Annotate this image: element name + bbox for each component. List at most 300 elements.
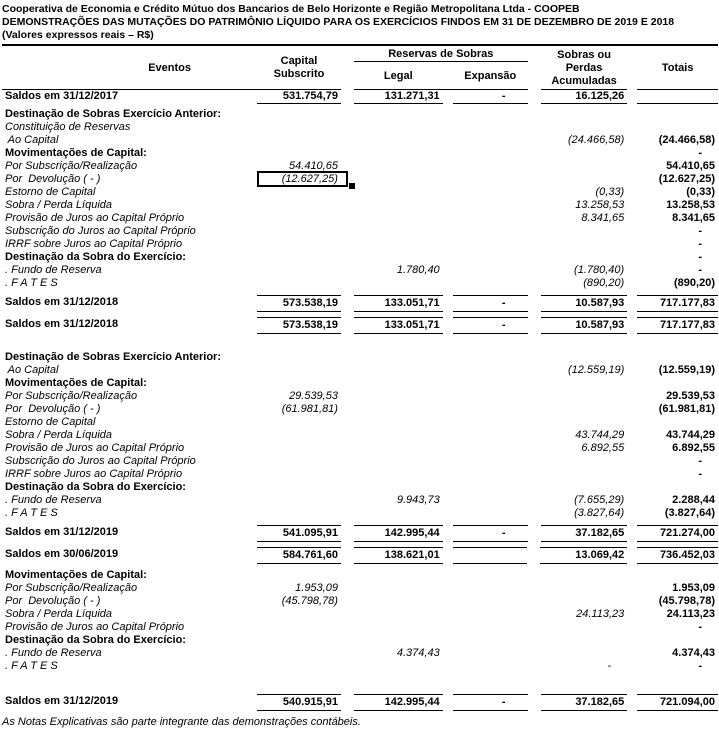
cell-reserva-legal [354, 595, 443, 608]
cell-reserva-expansao [453, 134, 528, 147]
row-label: Saldos em 31/12/2019 [5, 526, 119, 538]
statement-title: DEMONSTRAÇÕES DAS MUTAÇÕES DO PATRIMÔNIO LÍQUIDO PARA OS EXERCÍCIOS FINDOS EM 31 DE DEZEMBRO DE 2019 E 2018 [2, 16, 675, 28]
cell-sobras-perdas-acumuladas [540, 390, 627, 403]
row-label: Provisão de Juros ao Capital Próprio [5, 621, 185, 633]
cell-reserva-expansao [453, 199, 528, 212]
detail-row [2, 429, 718, 442]
row-label: Sobra / Perda Líquida [5, 608, 113, 620]
cell-capital-subscrito [257, 634, 341, 647]
balance-row [2, 295, 718, 312]
cell-totais: 1.953,09 [672, 582, 715, 594]
sobras-header-line3: Acumuladas [551, 74, 617, 87]
detail-row [2, 403, 718, 416]
cell-reserva-legal [354, 634, 443, 647]
cell-reserva-expansao [453, 507, 528, 520]
detail-row [2, 264, 718, 277]
cell-reserva-legal [354, 277, 443, 290]
cell-sobras-perdas-acumuladas: 10.587,93 [541, 295, 628, 312]
cell-capital-subscrito [257, 173, 341, 186]
cell-sobras-perdas-acumuladas: (12.559,19) [567, 364, 625, 376]
cell-sobras-perdas-acumuladas: 13.258,53 [575, 199, 625, 211]
cell-sobras-perdas-acumuladas [540, 468, 627, 481]
row-label: Destinação de Sobras Exercício Anterior: [5, 108, 221, 120]
cell-totais: (890,20) [674, 277, 715, 289]
section-row [2, 377, 718, 390]
cell-reserva-expansao [453, 608, 528, 621]
highlighted-value: (12.627,25) [281, 173, 338, 185]
row-label: Provisão de Juros ao Capital Próprio [5, 212, 185, 224]
detail-row [2, 595, 718, 608]
cell-reserva-expansao [453, 277, 528, 290]
section-row [2, 251, 718, 264]
row-label: Saldos em 30/06/2019 [5, 548, 119, 560]
cell-reserva-legal [354, 429, 443, 442]
cell-sobras-perdas-acumuladas: (7.655,29) [574, 494, 625, 506]
detail-row [2, 277, 718, 290]
column-header-legal: Legal [383, 69, 413, 82]
cell-reserva-expansao [453, 121, 528, 134]
column-header-eventos: Eventos [2, 47, 257, 90]
balance-row [2, 525, 718, 542]
cell-sobras-perdas-acumuladas [540, 147, 627, 160]
cell-totais: 6.892,55 [672, 442, 715, 454]
row-label: Movimentações de Capital: [5, 147, 147, 159]
cell-reserva-expansao [453, 351, 528, 364]
cell-capital-subscrito [257, 351, 341, 364]
document-title [2, 3, 718, 46]
cell-sobras-perdas-acumuladas [540, 173, 627, 186]
cell-reserva-expansao [453, 147, 528, 160]
cell-reserva-expansao [453, 569, 528, 582]
cell-reserva-expansao [453, 160, 528, 173]
cell-totais [637, 377, 718, 390]
row-label: . F A T E S [5, 660, 58, 672]
row-label: Ao Capital [5, 364, 59, 376]
cell-totais [637, 569, 718, 582]
cell-totais: 736.452,03 [637, 547, 718, 564]
cell-capital-subscrito [257, 225, 341, 238]
cell-reserva-expansao [453, 416, 528, 429]
row-label: Constituição de Reservas [5, 121, 131, 133]
cell-capital-subscrito [257, 455, 341, 468]
cell-totais: 717.177,83 [637, 317, 718, 334]
row-label: Por Devolução ( - ) [5, 595, 101, 607]
row-label: Por Subscrição/Realização [5, 160, 138, 172]
sobras-header-line2: Perdas [565, 61, 603, 74]
cell-reserva-legal [354, 160, 443, 173]
cell-sobras-perdas-acumuladas: 37.182,65 [541, 525, 628, 542]
cell-reserva-legal [354, 416, 443, 429]
row-label: Ao Capital [5, 134, 59, 146]
cell-reserva-legal [354, 199, 443, 212]
cell-reserva-legal [354, 481, 443, 494]
cell-reserva-expansao [453, 442, 528, 455]
cell-reserva-legal [354, 351, 443, 364]
cell-capital-subscrito [257, 660, 341, 673]
cell-capital-subscrito: 573.538,19 [257, 295, 341, 312]
cell-totais: 717.177,83 [637, 295, 718, 312]
cell-reserva-expansao: - [453, 90, 528, 104]
row-label: . F A T E S [5, 507, 58, 519]
cell-reserva-legal [354, 660, 443, 673]
row-label: Provisão de Juros ao Capital Próprio [5, 442, 185, 454]
company-name: Cooperativa de Economia e Crédito Mútuo dos Bancarios de Belo Horizonte e Região Metropolitana Ltda - COOPEB [2, 3, 580, 15]
cell-capital-subscrito [257, 429, 341, 442]
capital-header-line2: Subscrito [273, 68, 325, 80]
cell-capital-subscrito: 573.538,19 [257, 317, 341, 334]
cell-reserva-legal: 133.051,71 [354, 317, 443, 334]
cell-capital-subscrito [257, 251, 341, 264]
cell-sobras-perdas-acumuladas [540, 108, 627, 121]
cell-sobras-perdas-acumuladas [540, 416, 627, 429]
balance-row [2, 90, 718, 104]
row-label: Saldos em 31/12/2017 [5, 90, 119, 102]
cell-sobras-perdas-acumuladas [540, 251, 627, 264]
cell-reserva-expansao [453, 429, 528, 442]
row-label: Por Subscrição/Realização [5, 390, 138, 402]
row-label: Por Devolução ( - ) [5, 403, 101, 415]
cell-reserva-expansao [453, 547, 528, 564]
cell-reserva-expansao [453, 403, 528, 416]
cell-reserva-legal [354, 212, 443, 225]
cell-capital-subscrito [257, 121, 341, 134]
cell-reserva-expansao [453, 212, 528, 225]
cell-totais: 4.374,43 [672, 647, 715, 659]
cell-reserva-expansao [453, 390, 528, 403]
cell-reserva-expansao [453, 264, 528, 277]
cell-reserva-legal: 9.943,73 [396, 494, 440, 506]
cell-totais: (0,33) [686, 186, 715, 198]
cell-reserva-legal [354, 251, 443, 264]
row-label: Destinação da Sobra do Exercício: [5, 481, 186, 493]
cell-sobras-perdas-acumuladas: 6.892,55 [581, 442, 625, 454]
cell-totais [637, 121, 718, 134]
cell-reserva-expansao [453, 647, 528, 660]
cell-reserva-expansao [453, 468, 528, 481]
cell-capital-subscrito [257, 147, 341, 160]
cell-reserva-expansao [453, 173, 528, 186]
cell-reserva-expansao [453, 377, 528, 390]
row-label: . F A T E S [5, 277, 58, 289]
cell-sobras-perdas-acumuladas [540, 595, 627, 608]
row-label: Destinação da Sobra do Exercício: [5, 634, 186, 646]
selection-handle [349, 183, 355, 189]
cell-capital-subscrito: 541.095,91 [257, 525, 341, 542]
cell-totais [637, 108, 718, 121]
row-label: Saldos em 31/12/2019 [5, 695, 119, 707]
cell-capital-subscrito [257, 481, 341, 494]
detail-row [2, 160, 718, 173]
cell-reserva-legal [354, 238, 443, 251]
detail-row [2, 364, 718, 377]
row-label: IRRF sobre Juros ao Capital Próprio [5, 468, 183, 480]
row-label: Saldos em 31/12/2018 [5, 296, 119, 308]
cell-totais: 54.410,65 [666, 160, 715, 172]
cell-reserva-legal: 138.621,01 [354, 547, 443, 564]
section-row [2, 569, 718, 582]
cell-sobras-perdas-acumuladas [540, 403, 627, 416]
detail-row [2, 582, 718, 595]
cell-capital-subscrito [257, 608, 341, 621]
cell-capital-subscrito [257, 569, 341, 582]
cell-totais: (12.559,19) [658, 364, 715, 376]
cell-capital-subscrito: 540.915,91 [257, 694, 341, 711]
row-label: . Fundo de Reserva [5, 264, 102, 276]
cell-reserva-expansao [453, 634, 528, 647]
cell-sobras-perdas-acumuladas: (0,33) [595, 186, 625, 198]
cell-capital-subscrito [257, 507, 341, 520]
cell-totais [637, 90, 718, 104]
cell-reserva-legal [354, 582, 443, 595]
cell-capital-subscrito: 29.539,53 [289, 390, 338, 402]
cell-capital-subscrito: 1.953,09 [295, 582, 338, 594]
cell-sobras-perdas-acumuladas [540, 351, 627, 364]
row-label: Destinação de Sobras Exercício Anterior: [5, 351, 221, 363]
section-row [2, 634, 718, 647]
row-label: Por Devolução ( - ) [5, 173, 101, 185]
cell-totais: - [698, 660, 702, 672]
detail-row [2, 173, 718, 186]
section-row [2, 351, 718, 364]
cell-capital-subscrito: (61.981,81) [281, 403, 338, 415]
detail-row [2, 186, 718, 199]
cell-reserva-legal [354, 147, 443, 160]
cell-totais: 24.113,23 [666, 608, 715, 620]
selection-box [257, 171, 348, 187]
cell-totais: 8.341,65 [672, 212, 715, 224]
cell-reserva-expansao [453, 251, 528, 264]
cell-reserva-legal [354, 364, 443, 377]
cell-totais: 13.258,53 [666, 199, 715, 211]
detail-row [2, 121, 718, 134]
cell-capital-subscrito [257, 442, 341, 455]
cell-capital-subscrito: 54.410,65 [289, 160, 338, 172]
cell-reserva-legal [354, 442, 443, 455]
row-label: Subscrição do Juros ao Capital Próprio [5, 455, 196, 467]
cell-sobras-perdas-acumuladas [540, 160, 627, 173]
cell-capital-subscrito [257, 416, 341, 429]
cell-sobras-perdas-acumuladas: (1.780,40) [574, 264, 625, 276]
table-header [2, 47, 718, 90]
cell-sobras-perdas-acumuladas [540, 238, 627, 251]
detail-row [2, 507, 718, 520]
row-label: . Fundo de Reserva [5, 647, 102, 659]
cell-totais: (61.981,81) [658, 403, 715, 415]
detail-row [2, 660, 718, 673]
cell-sobras-perdas-acumuladas [540, 455, 627, 468]
cell-reserva-legal [354, 390, 443, 403]
row-label: Destinação da Sobra do Exercício: [5, 251, 186, 263]
cell-totais: (45.798,78) [658, 595, 715, 607]
cell-capital-subscrito: 531.754,79 [257, 90, 341, 104]
detail-row [2, 390, 718, 403]
column-group-reservas-de-sobras [354, 47, 528, 90]
section-row [2, 481, 718, 494]
cell-totais: - [698, 225, 702, 237]
cell-capital-subscrito [257, 264, 341, 277]
detail-row [2, 212, 718, 225]
cell-totais: 721.094,00 [637, 694, 718, 711]
cell-totais [637, 481, 718, 494]
cell-sobras-perdas-acumuladas: (890,20) [583, 277, 625, 289]
cell-totais: - [698, 147, 702, 159]
detail-row [2, 134, 718, 147]
row-label: Estorno de Capital [5, 416, 96, 428]
cell-reserva-legal [354, 377, 443, 390]
cell-capital-subscrito [257, 199, 341, 212]
cell-totais [637, 634, 718, 647]
cell-capital-subscrito [257, 364, 341, 377]
reservas-subcolumns [354, 62, 528, 89]
cell-reserva-expansao [453, 186, 528, 199]
row-label: Sobra / Perda Líquida [5, 199, 113, 211]
cell-capital-subscrito: 584.761,60 [257, 547, 341, 564]
cell-reserva-expansao [453, 481, 528, 494]
row-spacer [2, 339, 718, 351]
column-header-expansao: Expansão [464, 69, 517, 82]
row-label: Sobra / Perda Líquida [5, 429, 113, 441]
row-label: Movimentações de Capital: [5, 377, 147, 389]
cell-capital-subscrito [257, 212, 341, 225]
cell-reserva-expansao: - [453, 295, 528, 312]
cell-sobras-perdas-acumuladas [540, 481, 627, 494]
balance-row [2, 547, 718, 564]
cell-sobras-perdas-acumuladas [540, 634, 627, 647]
row-spacer [2, 673, 718, 689]
column-header-sobras-perdas-acumuladas [541, 47, 628, 90]
capital-header-line1: Capital [280, 55, 318, 67]
detail-row [2, 225, 718, 238]
cell-reserva-expansao [453, 494, 528, 507]
section-row [2, 147, 718, 160]
cell-totais: - [698, 455, 702, 467]
cell-sobras-perdas-acumuladas [540, 582, 627, 595]
cell-sobras-perdas-acumuladas [540, 621, 627, 634]
cell-reserva-legal [354, 403, 443, 416]
detail-row [2, 468, 718, 481]
cell-sobras-perdas-acumuladas [540, 121, 627, 134]
cell-sobras-perdas-acumuladas [540, 225, 627, 238]
cell-capital-subscrito [257, 377, 341, 390]
cell-totais: - [698, 238, 702, 250]
cell-sobras-perdas-acumuladas: 24.113,23 [576, 608, 625, 620]
cell-reserva-legal [354, 108, 443, 121]
cell-sobras-perdas-acumuladas [540, 569, 627, 582]
cell-reserva-legal [354, 173, 443, 186]
detail-row [2, 455, 718, 468]
cell-totais [637, 351, 718, 364]
cell-reserva-legal [354, 468, 443, 481]
cell-sobras-perdas-acumuladas: - [607, 660, 612, 672]
cell-reserva-legal [354, 569, 443, 582]
cell-sobras-perdas-acumuladas [540, 647, 627, 660]
cell-reserva-expansao [453, 595, 528, 608]
cell-reserva-legal [354, 507, 443, 520]
row-label: Estorno de Capital [5, 186, 96, 198]
cell-capital-subscrito [257, 647, 341, 660]
cell-capital-subscrito [257, 134, 341, 147]
row-label: IRRF sobre Juros ao Capital Próprio [5, 238, 183, 250]
cell-sobras-perdas-acumuladas: (3.827,64) [574, 507, 625, 519]
cell-reserva-legal [354, 225, 443, 238]
cell-reserva-expansao [453, 621, 528, 634]
row-label: Movimentações de Capital: [5, 569, 147, 581]
cell-capital-subscrito [257, 468, 341, 481]
cell-capital-subscrito [257, 108, 341, 121]
detail-row [2, 608, 718, 621]
cell-reserva-expansao [453, 108, 528, 121]
detail-row [2, 416, 718, 429]
row-label: Saldos em 31/12/2018 [5, 318, 119, 330]
detail-row [2, 494, 718, 507]
cell-reserva-expansao [453, 364, 528, 377]
cell-sobras-perdas-acumuladas [540, 377, 627, 390]
cell-reserva-expansao [453, 238, 528, 251]
balance-row [2, 694, 718, 711]
detail-row [2, 442, 718, 455]
column-header-reservas-de-sobras: Reservas de Sobras [354, 47, 528, 62]
cell-capital-subscrito [257, 238, 341, 251]
column-header-capital-subscrito [257, 47, 341, 90]
cell-reserva-expansao [453, 225, 528, 238]
cell-capital-subscrito [257, 277, 341, 290]
section-row [2, 108, 718, 121]
detail-row [2, 647, 718, 660]
cell-totais: 29.539,53 [666, 390, 715, 402]
cell-reserva-legal: 142.995,44 [354, 694, 443, 711]
detail-row [2, 621, 718, 634]
cell-sobras-perdas-acumuladas: 8.341,65 [581, 212, 625, 224]
column-header-totais: Totais [637, 47, 718, 90]
cell-totais: - [698, 468, 702, 480]
sobras-header-line1: Sobras ou [557, 48, 611, 61]
detail-row [2, 238, 718, 251]
table-body [2, 90, 718, 711]
cell-reserva-legal: 1.780,40 [396, 264, 440, 276]
cell-totais: 721.274,00 [637, 525, 718, 542]
cell-reserva-expansao [453, 660, 528, 673]
cell-reserva-legal [354, 186, 443, 199]
cell-sobras-perdas-acumuladas: 37.182,65 [541, 694, 628, 711]
currency-note: (Valores expressos reais – R$) [2, 29, 154, 41]
cell-reserva-legal [354, 134, 443, 147]
balance-row [2, 317, 718, 334]
cell-totais: - [698, 621, 702, 633]
cell-totais: 2.288,44 [672, 494, 715, 506]
cell-reserva-expansao: - [453, 317, 528, 334]
cell-reserva-expansao [453, 455, 528, 468]
cell-sobras-perdas-acumuladas: 16.125,26 [541, 90, 628, 104]
cell-sobras-perdas-acumuladas: 43.744,29 [575, 429, 625, 441]
cell-reserva-legal: 142.995,44 [354, 525, 443, 542]
cell-totais: (12.627,25) [658, 173, 715, 185]
cell-reserva-legal: 4.374,43 [396, 647, 440, 659]
cell-reserva-expansao: - [453, 694, 528, 711]
detail-row [2, 199, 718, 212]
cell-totais: - [698, 264, 702, 276]
cell-reserva-legal [354, 455, 443, 468]
footnote: As Notas Explicativas são parte integrante das demonstrações contábeis. [2, 716, 361, 728]
cell-sobras-perdas-acumuladas: (24.466,58) [567, 134, 625, 146]
cell-reserva-legal [354, 608, 443, 621]
cell-reserva-expansao: - [453, 525, 528, 542]
cell-reserva-legal [354, 121, 443, 134]
cell-totais: (24.466,58) [658, 134, 715, 146]
row-label: . Fundo de Reserva [5, 494, 102, 506]
row-label: Subscrição do Juros ao Capital Próprio [5, 225, 196, 237]
cell-capital-subscrito: (45.798,78) [281, 595, 338, 607]
cell-reserva-legal: 133.051,71 [354, 295, 443, 312]
